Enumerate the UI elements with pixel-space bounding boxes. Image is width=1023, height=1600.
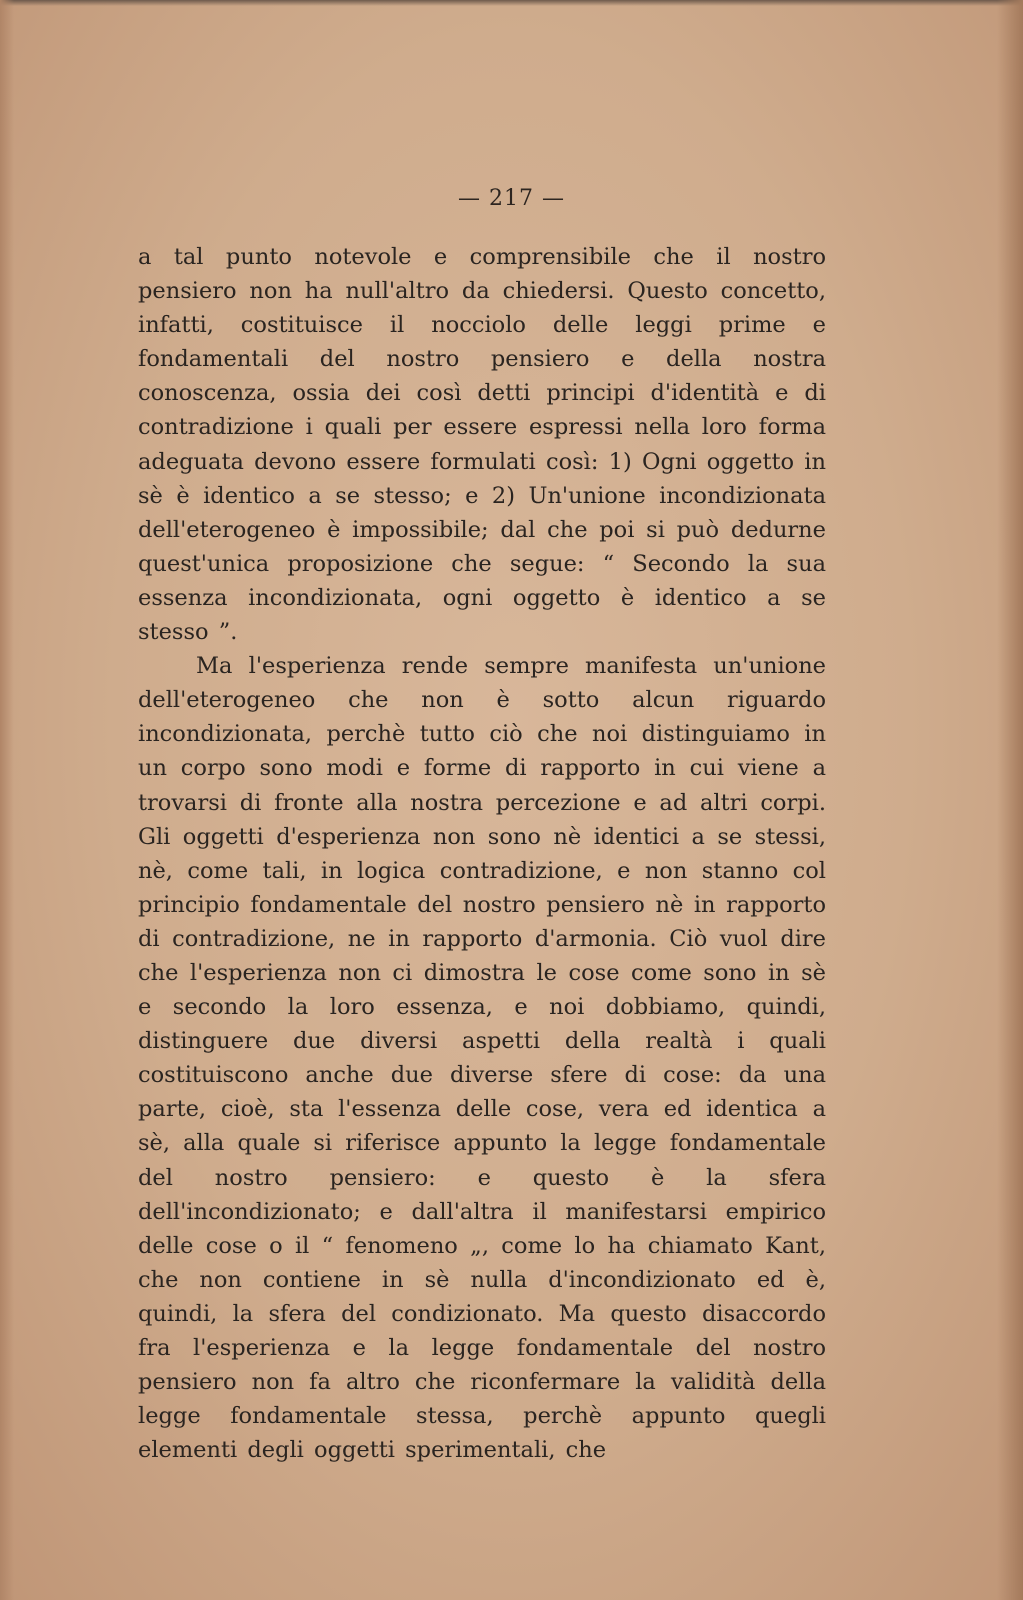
page-number: — 217 — [458, 186, 565, 211]
body-text [138, 240, 826, 1467]
page-left-edge [0, 0, 14, 1600]
page-top-edge [0, 0, 1023, 6]
paragraph-2: Ma l'esperienza rende sempre manifesta un'unione dell'eterogeneo che non è sotto alcun riguardo incondizionata, perchè tutto ciò che noi distinguiamo in un corpo sono modi e forme di rapporto in cui viene a trovarsi di fronte alla nostra percezione e ad altri corpi. Gli oggetti d'esperienza non sono nè identici a se stessi, nè, come tali, in logica contradizione, e non stanno col principio fondamentale del nostro pensiero nè in rapporto di contradizione, ne in rapporto d'armonia. Ciò vuol dire che l'esperienza non ci dimostra le cose come sono in sè e secondo la loro essenza, e noi dobbiamo, quindi, distinguere due diversi aspetti della realtà i quali costituiscono anche due diverse sfere di cose: da una parte, cioè, sta l'essenza delle cose, vera ed identica a sè, alla quale si riferisce appunto la legge fondamentale del nostro pensiero: e questo è la sfera dell'incondizionato; e dall'altra il manifestarsi empirico delle cose o il “ fenomeno „, come lo ha chiamato Kant, che non contiene in sè nulla d'incondizionato ed è, quindi, la sfera del condizionato. Ma questo disaccordo fra l'esperienza e la legge fondamentale del nostro pensiero non fa altro che riconfermare la validità della legge fondamentale stessa, perchè appunto quegli elementi degli oggetti sperimentali, che [138, 653, 826, 1464]
paragraph-1: a tal punto notevole e comprensibile che il nostro pensiero non ha null'altro da chiedersi. Questo concetto, infatti, costituisce il nocciolo delle leggi prime e fondamentali del nostro pensiero e della nostra conoscenza, ossia dei così detti principi d'identità e di contradizione i quali per essere espressi nella loro forma adeguata devono essere formulati così: 1) Ogni oggetto in sè è identico a se stesso; e 2) Un'unione incondizionata dell'eterogeneo è impossibile; dal che poi si può dedurne quest'unica proposizione che segue: “ Secondo la sua essenza incondizionata, ogni oggetto è identico a se stesso ”. [138, 244, 826, 646]
page-right-edge [997, 0, 1023, 1600]
